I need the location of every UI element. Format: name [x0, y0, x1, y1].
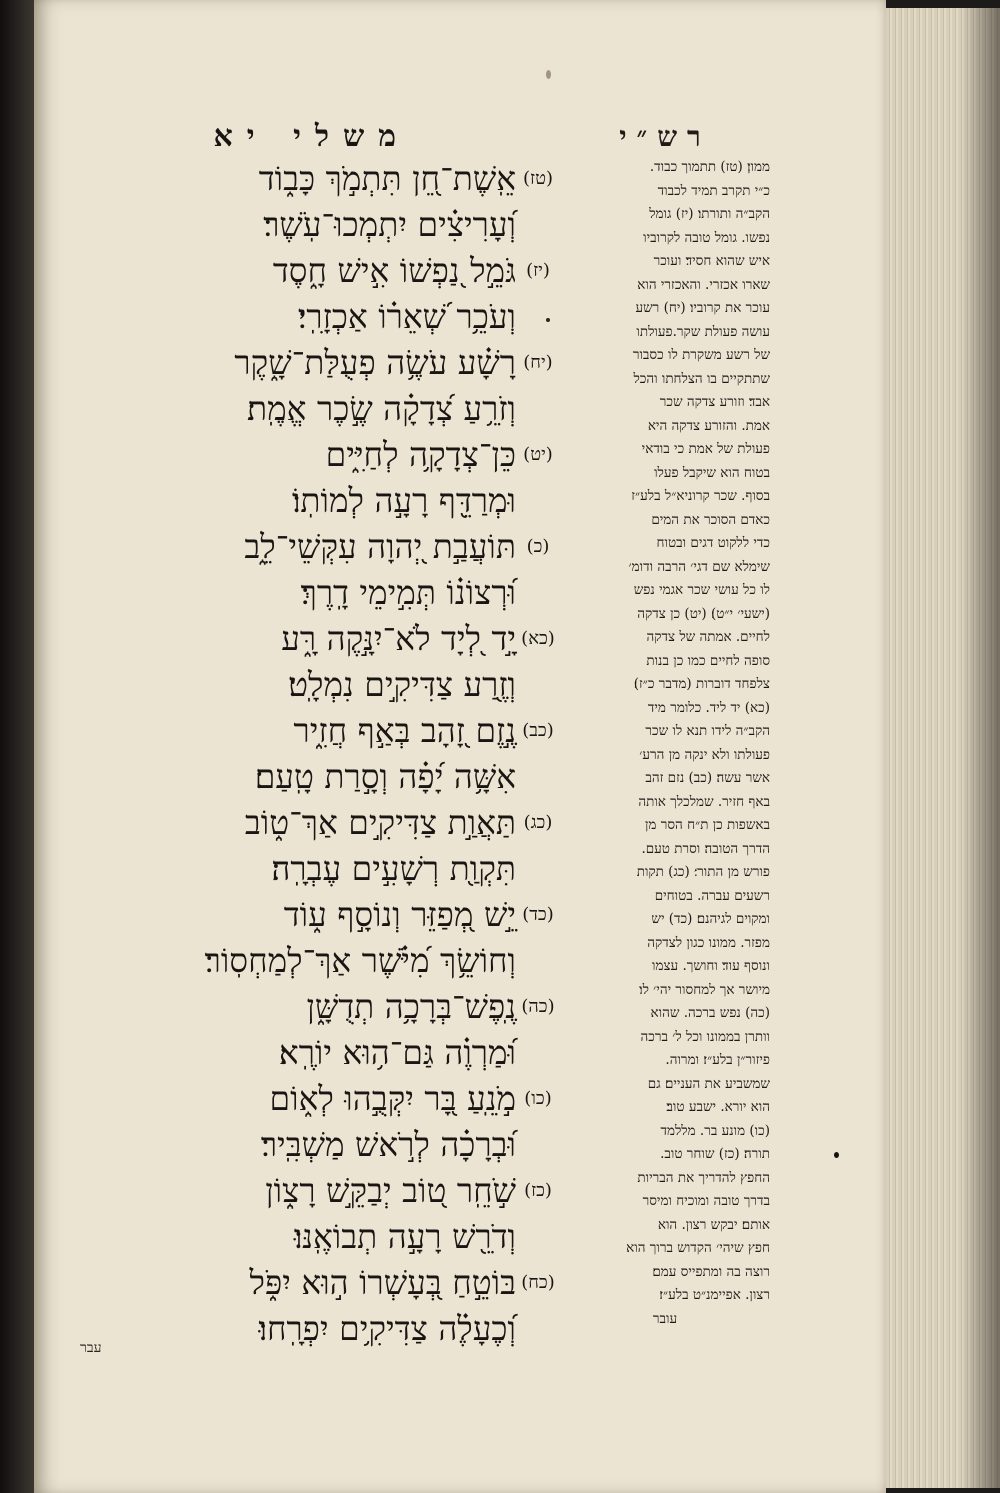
- rashi-line: שימלא שם דגי׳ הרבה ודומ׳: [628, 558, 770, 575]
- verse-line: [120, 1214, 560, 1260]
- rashi-commentary-column: [560, 118, 770, 1331]
- verse-number: (כ): [526, 536, 550, 557]
- verse-line: [120, 800, 560, 846]
- rashi-line: לו כל עושי שכר אגמי נפש: [633, 582, 770, 598]
- verse-text: יֵ֣שׁ מְ֭פַזֵּר וְנוֹסָ֣ף ע֑וֹד: [283, 895, 516, 934]
- verses-block: [120, 156, 560, 1352]
- verse-text: גֹּמֵ֣ל נַ֭פְשׁוֹ אִ֣ישׁ חָ֑סֶד: [272, 251, 516, 290]
- verse-number: (יז): [526, 260, 550, 281]
- verse-text: וּמְרַדֵּ֖ף רָעָ֣ה לְמוֹתֽוֹ׃: [291, 481, 516, 520]
- rashi-lines-block: [560, 156, 770, 1331]
- rashi-line: (כא) יד ליד. כלומר מיד: [647, 699, 770, 716]
- rashi-line: רצון. אפיימנ״ט בלע״ז׃: [659, 1287, 770, 1303]
- verse-text: וְ֝כֶעָלֶ֗ה צַדִּיקִ֥ים יִפְרָֽחוּ׃: [258, 1309, 516, 1348]
- verse-line: [120, 1260, 560, 1306]
- rashi-line: בטוח הוא שיקבל פעלו: [654, 464, 770, 481]
- verse-number: (יח): [523, 352, 553, 373]
- verse-line: [120, 846, 560, 892]
- page-edges: [886, 8, 1000, 1488]
- verse-line: [120, 386, 560, 432]
- rashi-line: פורש מן התור׳׃ (כג) תקות: [636, 864, 770, 880]
- verse-line: [120, 1030, 560, 1076]
- verse-line: [120, 570, 560, 616]
- rashi-line: ונוסף עוד׃ וחושך. עצמו: [652, 958, 770, 974]
- verse-number: (טז): [523, 168, 553, 189]
- verse-line: [120, 156, 560, 202]
- verse-line: [120, 1076, 560, 1122]
- verse-text: וּ֝בְרָכָ֗ה לְרֹ֣אשׁ מַשְׁבִּֽיר׃: [260, 1125, 516, 1164]
- verse-line: [120, 754, 560, 800]
- verse-line: [120, 616, 560, 662]
- verse-text: יָ֣ד לְ֭יָד לֹא־יִנָּ֣קֶה רָּ֑ע: [281, 619, 516, 658]
- main-text-column: [120, 118, 560, 1352]
- rashi-line: הקב״ה לידו תנא לו שכר: [645, 723, 770, 739]
- rashi-line: ומקוים לגיהנם׃ (כד) יש: [651, 911, 770, 927]
- verse-text: אִשָּׁ֥ה יָ֝פָ֗ה וְסָ֣רַת טָֽעַם׃: [254, 757, 516, 796]
- rashi-line: תורה׃ (כז) שוחר טוב.: [660, 1146, 770, 1162]
- rashi-line: הדרך הטובה׃ וסרת טעם.: [641, 840, 770, 857]
- verse-text: וְחוֹשֵׂ֥ךְ מִ֝יֹּ֗שֶׁר אַךְ־לְמַחְסֽוֹר׃: [204, 941, 516, 980]
- rashi-line: ממון׃ (טז) תתמוך כבוד.: [649, 159, 770, 175]
- verse-line: [120, 892, 560, 938]
- verse-line: [120, 202, 560, 248]
- verse-number: (כג): [523, 812, 553, 833]
- verse-number: (כב): [522, 720, 554, 741]
- rashi-line: צלפחד דוברות (מדבר כ״ז)׃: [633, 676, 770, 692]
- rashi-line: פעולתו ולא ינקה מן הרע׳: [639, 746, 770, 763]
- rashi-line: פעולת של אמת כי בודאי: [641, 441, 770, 457]
- rashi-line: הוא יורא. ישבע טוב׃: [666, 1099, 770, 1115]
- rashi-line: וותרן בממונו וכל ל׳ ברכה: [640, 1028, 770, 1045]
- rashi-line: של רשע משקרת לו כסבור: [632, 347, 770, 363]
- rashi-line: עושה פעולת שקר.פעולתו: [636, 323, 770, 340]
- verse-text: וּ֝רְצוֹנ֗וֹ תְּמִ֣ימֵי דָֽרֶךְ׃: [300, 573, 516, 612]
- verse-text: כֵּן־צְדָקָ֥ה לְחַיִּ֑ים: [325, 435, 516, 474]
- rashi-line: אותם׃ יבקש רצון. הוא: [657, 1216, 770, 1233]
- verse-text: אֵֽשֶׁת־חֵ֭ן תִּתְמֹ֣ךְ כָּב֑וֹד: [258, 159, 516, 198]
- verse-number: (כה): [521, 996, 555, 1017]
- rashi-line: אשר עשה׃ (כב) נזם זהב: [645, 770, 770, 786]
- rashi-line: איש שהוא חסיד׃ ועוכר: [653, 253, 770, 269]
- verse-line: [120, 478, 560, 524]
- verse-text: שֹׁ֣חֵֽר ט֭וֹב יְבַקֵּ֣שׁ רָצ֑וֹן: [265, 1171, 516, 1210]
- rashi-line: רשעים עברה. בטוחים: [654, 887, 770, 904]
- ink-spot: [834, 1152, 839, 1158]
- ink-spot: [546, 70, 551, 79]
- verse-line: [120, 1306, 560, 1352]
- verse-line: [120, 432, 560, 478]
- rashi-line: כ״י תקרב תמיד לכבוד: [657, 182, 770, 199]
- rashi-line: חפץ שיהי׳ הקדוש ברוך הוא: [626, 1240, 770, 1256]
- verse-line: [120, 294, 560, 340]
- verse-number: (כז): [524, 1180, 552, 1201]
- verse-text: רָשָׁ֗ע עֹשֶׂ֥ה פְעֻלַּת־שָׁ֑קֶר: [234, 343, 516, 382]
- rashi-line: סופה לחיים כמו כן בנות: [646, 652, 770, 669]
- verse-number: (כא): [521, 628, 555, 649]
- rashi-line: בסוף. שכר קרוניא״ל בלע״ז: [631, 488, 770, 504]
- book-binding-left: [0, 0, 34, 1493]
- verse-text: וְדֹרֵ֖שׁ רָעָ֣ה תְבוֹאֶֽנּוּ׃: [293, 1217, 516, 1256]
- rashi-line: באף חזיר. שמלכלך אותה: [638, 793, 770, 810]
- rashi-line: מיושר אך למחסור יהי׳ לו׃: [639, 981, 770, 998]
- verse-number: (כו): [524, 1088, 552, 1109]
- verse-text: וּ֝מַרְוֶ֗ה גַּם־ה֥וּא יוֹרֶֽא׃: [278, 1033, 516, 1072]
- rashi-line: לחיים. אמתה של צדקה: [646, 629, 770, 645]
- rashi-line: אמת. והזורע צדקה היא: [647, 417, 770, 434]
- rashi-line: שתתקיים בו הצלחתו והכל: [633, 370, 770, 387]
- rashi-line: הקב״ה ותורתו׃ (יז) גומל: [649, 206, 770, 222]
- rashi-line: (כו) מונע בר. מללמד: [660, 1122, 770, 1139]
- catchword: עבר: [80, 1340, 102, 1356]
- verse-text: וְעֹכֵ֥ר שְׁ֝אֵר֗וֹ אַכְזָרִֽי׃: [297, 297, 516, 336]
- rashi-line: בדרך טובה ומוכיח ומיסר: [642, 1193, 770, 1209]
- rashi-line: פיזור״ן בלע״ז׃ ומרוה.: [665, 1052, 770, 1068]
- main-running-header: משלי יא: [213, 119, 410, 154]
- rashi-line: (כה) נפש ברכה. שהוא: [650, 1005, 770, 1021]
- rashi-line: החפץ להדריך את הבריות: [637, 1169, 770, 1186]
- verse-line: [120, 248, 560, 294]
- rashi-line: שארו אכזרי. והאכזרי הוא: [637, 276, 770, 293]
- verse-line: [120, 340, 560, 386]
- verse-line: [120, 1168, 560, 1214]
- verse-line: [120, 984, 560, 1030]
- verse-text: בּוֹטֵ֣חַ בְּ֭עָשְׁרוֹ ה֣וּא יִפֹּ֑ל: [249, 1263, 516, 1302]
- verse-line: [120, 938, 560, 984]
- rashi-line: אבד׃ וזורע צדקה שכר: [659, 394, 770, 410]
- rashi-line: כדי ללקוט דגים ובטוח: [656, 535, 770, 551]
- verse-number: (כח): [521, 1272, 555, 1293]
- verse-line: [120, 524, 560, 570]
- rashi-line: (ישעי׳ י״ט)׃ (יט) כן צדקה: [637, 605, 770, 622]
- verse-text: נֶ֣זֶם זָ֭הָב בְּאַ֣ף חֲזִ֑יר: [293, 711, 516, 750]
- verse-line: [120, 1122, 560, 1168]
- verse-number: (כד): [522, 904, 554, 925]
- verse-line: [120, 662, 560, 708]
- verse-text: וְ֝עָרִיצִ֗ים יִתְמְכוּ־עֹֽשֶׁר׃: [263, 205, 516, 244]
- rashi-line: מפזר. ממונו כגון לצדקה: [647, 934, 770, 951]
- verse-text: מֹ֣נֵֽעַ בָּ֭ר יִקְּבֻ֣הוּ לְא֑וֹם: [269, 1079, 516, 1118]
- rashi-line: שמשביע את העניים׃ גם: [647, 1075, 770, 1092]
- verse-text: וְזֶ֖רַע צַדִּיקִ֣ים נִמְלָֽט׃: [288, 665, 516, 704]
- rashi-line: נפשו. גומל טובה לקרוביו: [643, 229, 770, 246]
- rashi-line: עוכר את קרוביו׃ (יח) רשע: [635, 300, 770, 316]
- verse-text: תִּקְוַ֖ת רְשָׁעִ֣ים עֶבְרָֽה׃: [271, 849, 516, 888]
- rashi-line: רוצה בה ומתפייס עמם׃: [652, 1263, 770, 1280]
- verse-text: נֶֽפֶשׁ־בְּרָכָ֥ה תְדֻשָּׁ֑ן: [306, 987, 516, 1026]
- verse-text: וְזֹרֵ֥עַ צְ֝דָקָ֗ה שֶׂ֣כֶר אֱמֶֽת׃: [247, 389, 516, 428]
- verse-text: תּוֹעֲבַ֣ת יְ֭הוָה עִקְּשֵׁי־לֵ֑ב: [244, 527, 516, 566]
- rashi-running-header: רש״י: [619, 120, 711, 153]
- verse-text: תַּאֲוַ֣ת צַדִּיקִ֣ים אַךְ־ט֑וֹב: [244, 803, 516, 842]
- rashi-line: כאדם הסוכר את המים: [651, 511, 770, 528]
- rashi-line: באשפות כן ת״ח הסר מן: [644, 817, 770, 833]
- verse-line: [120, 708, 560, 754]
- verse-number: (יט): [523, 444, 553, 465]
- rashi-line: עובר: [652, 1310, 678, 1327]
